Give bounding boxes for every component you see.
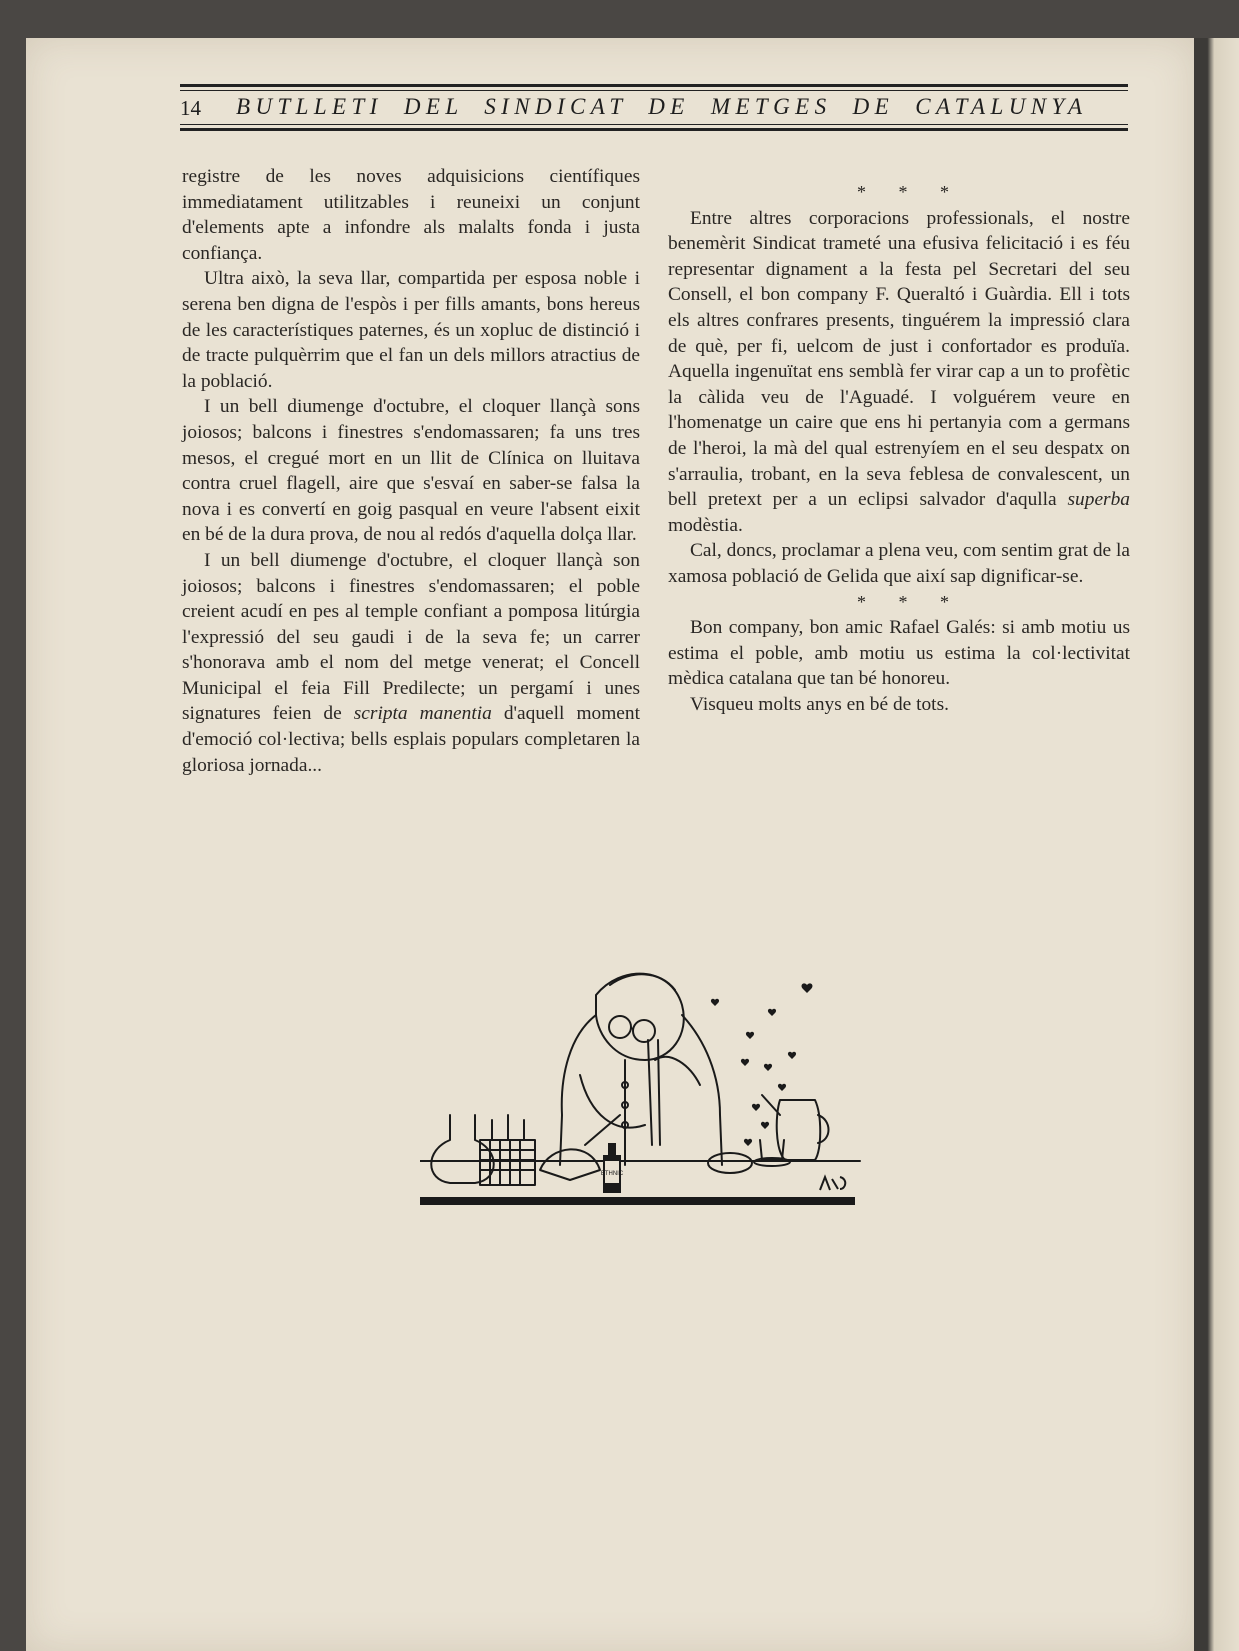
artist-monogram	[820, 1177, 845, 1190]
bottle-label: ETHNIC	[600, 1171, 624, 1177]
page-edge	[1194, 38, 1239, 1651]
paragraph: I un bell diumenge d'octubre, el cloquer llançà sons joiosos; balcons i finestres s'endomassaren; fa uns tres mesos, el cregué mort en un llit de Clínica on lluitava contra cruel flagell, aire que s'esvaí en saber-se falsa la nova i es convertí en goig pasqual en veure l'absent eixit en bé de la dura prova, de nou al redós d'aquella dolça llar.	[182, 396, 640, 546]
header-rule-top-thin	[180, 90, 1128, 91]
hearts-icon	[711, 983, 813, 1146]
paragraph	[182, 548, 640, 778]
paragraph	[668, 206, 1130, 539]
right-column	[668, 164, 1130, 717]
italic-phrase: scripta manentia	[353, 703, 492, 725]
italic-word: superba	[1067, 489, 1130, 511]
text-run: Entre altres corporacions professionals, el nostre benemèrit Sindicat trameté una efusiva felicitació i es féu representar dignament a la festa pel Secretari del seu Consell, el bon company F. Queraltó i Guàrdia. Ell i tots els altres confrares presents, tinguérem la impressió clara de què, per fi, uelcom de just i confortador es produïa. Aquella ingenuïtat ens semblà fer virar cap a un to profètic la càlida veu de l'Aguadé. I volguérem veure en l'homenatge un caire que ens hi pertanyia com a germans de l'heroi, la mà del qual estrenyíem en el seu despatx on s'arraulia, trobant, en la seva feblesa de convalescent, un bell pretext per a un eclipsi salvador d'aqulla	[668, 207, 1130, 511]
running-header	[180, 84, 1128, 134]
section-separator: * * *	[857, 182, 963, 202]
left-column	[182, 164, 640, 778]
bottle	[601, 1143, 624, 1193]
header-rule-top	[180, 84, 1128, 87]
paragraph: registre de les noves adquisicions científiques immediatament utilitzables i reuneixi un conjunt d'elements apte a infondre als malalts fonda i justa confiança.	[182, 166, 640, 264]
paragraph: Visqueu molts anys en bé de tots.	[690, 693, 949, 715]
paragraph: Bon company, bon amic Rafael Galés: si amb motiu us estima el poble, amb motiu us estima la col·lectivitat mèdica catalana que tan bé honoreu.	[668, 617, 1130, 690]
illustration-scientist-at-bench	[420, 965, 900, 1275]
illustration-base-bar	[420, 1197, 855, 1205]
text-run: I un bell diumenge d'octubre, el cloquer llançà son joiosos; balcons i finestres s'endomassaren; el poble creient acudí en pes al temple confiant a pomposa litúrgia l'expressió del seu gaudi i de la seva fe; un carrer s'honorava amb el nom del metge venerat; el Concell Municipal el feia Fill Predilecte; un pergamí i unes signatures feien de	[182, 549, 640, 725]
header-rule-bottom	[180, 128, 1128, 131]
header-rule-bottom-thin	[180, 124, 1128, 125]
paragraph: Ultra això, la seva llar, compartida per esposa noble i serena ben digna de l'espòs i per fills amants, bons hereus de les característiques paternes, és un xopluc de distinció i de tracte pulquèrrim que el fan un dels millors atractius de la població.	[182, 268, 640, 392]
text-run: d'aquell moment d'emoció col·lectiva; bells esplais populars completaren la gloriosa jornada...	[182, 703, 640, 776]
section-separator: * * *	[857, 591, 963, 612]
paragraph: Cal, doncs, proclamar a plena veu, com sentim grat de la xamosa població de Gelida que així sap dignificar-se.	[668, 540, 1130, 587]
page-number: 14	[180, 96, 201, 120]
journal-title: BUTLLETI DEL SINDICAT DE METGES DE CATALUNYA	[236, 94, 1088, 119]
text-run: modèstia.	[668, 514, 743, 536]
